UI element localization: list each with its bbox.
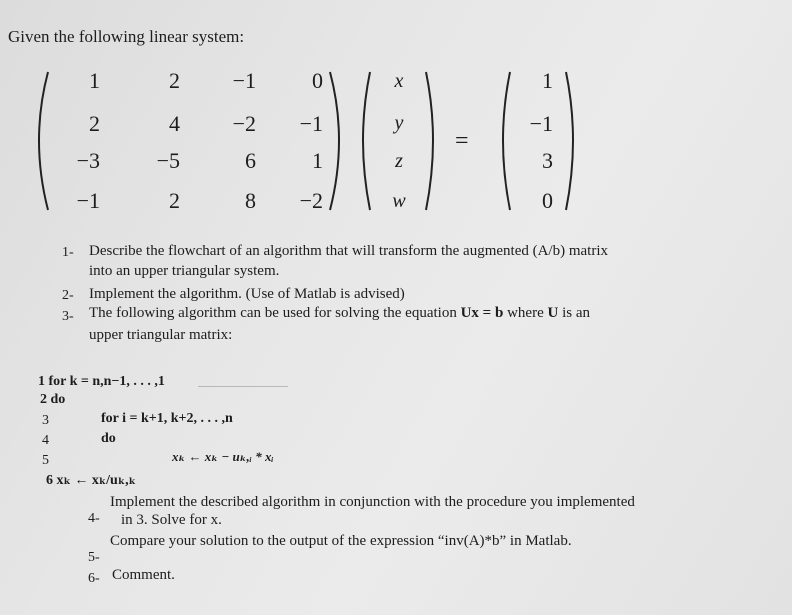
question-text: Implement the algorithm. (Use of Matlab is advised) <box>89 286 405 302</box>
question-text: Implement the described algorithm in conjunction with the procedure you implemented <box>110 494 635 510</box>
question-text-part: is an <box>562 305 590 321</box>
underline-mark <box>198 386 288 387</box>
vector-b-entry: 3 <box>542 148 553 173</box>
matrix-a-cell: 2 <box>169 68 180 93</box>
algorithm-line-3: for i = k+1, k+2, . . . ,n <box>101 411 233 426</box>
matrix-a-cell: 1 <box>89 68 100 93</box>
matrix-a-cell: 2 <box>89 111 100 136</box>
problem-title: Given the following linear system: <box>8 27 245 46</box>
question-number: 4- <box>88 511 100 526</box>
question-text: upper triangular matrix: <box>89 327 233 343</box>
vector-x-entry: x <box>394 70 404 92</box>
vector-b-entry: 0 <box>542 188 553 213</box>
algorithm-line-number: 3 <box>42 413 49 428</box>
question-text-part: The following algorithm can be used for solving the equation <box>89 305 457 321</box>
question-text: into an upper triangular system. <box>89 263 280 279</box>
algorithm-line-1: 1 for k = n,n−1, . . . ,1 <box>38 374 165 389</box>
question-number: 6- <box>88 571 100 586</box>
equation-ux-b: Ux = b <box>460 305 504 321</box>
vector-b-entry: 1 <box>542 68 553 93</box>
matrix-a-cell: −3 <box>76 148 100 173</box>
vector-x-entry: y <box>394 112 404 134</box>
matrix-a-cell: 0 <box>312 68 323 93</box>
matrix-a-cell: 6 <box>245 148 256 173</box>
vector-b-entry: −1 <box>529 111 553 136</box>
matrix-a-cell: 4 <box>169 111 180 136</box>
matrix-a-cell: −1 <box>232 68 256 93</box>
algorithm-line-number: 5 <box>42 453 49 468</box>
question-number: 3- <box>62 309 74 324</box>
algorithm-line-2: 2 do <box>40 392 66 407</box>
matrix-a-cell: −5 <box>156 148 180 173</box>
matrix-a-cell: −1 <box>299 111 323 136</box>
question-number: 1- <box>62 245 74 260</box>
question-text <box>89 305 590 322</box>
algorithm-line-4: do <box>101 431 116 446</box>
question-text: Compare your solution to the output of the expression “inv(A)*b” in Matlab. <box>110 533 572 549</box>
question-text-part: where <box>507 305 544 321</box>
matrix-a-cell: 8 <box>245 188 256 213</box>
matrix-u-symbol: U <box>547 305 559 321</box>
vector-x-entry: w <box>392 190 406 212</box>
algorithm-line-number: 4 <box>42 433 49 448</box>
equals-sign: = <box>455 128 469 154</box>
vector-x-entry: z <box>395 150 403 172</box>
matrix-a-cell: 2 <box>169 188 180 213</box>
question-text: in 3. Solve for x. <box>121 512 222 528</box>
matrix-a-cell: −2 <box>232 111 256 136</box>
matrix-a-cell: −1 <box>76 188 100 213</box>
algorithm-line-6: 6 xₖ ← xₖ/uₖ,ₖ <box>46 473 136 488</box>
question-number: 2- <box>62 288 74 303</box>
question-text: Comment. <box>112 567 175 583</box>
matrix-a-cell: 1 <box>312 148 323 173</box>
matrix-a-cell: −2 <box>299 188 323 213</box>
question-number: 5- <box>88 550 100 565</box>
question-text: Describe the flowchart of an algorithm that will transform the augmented (A/b) matrix <box>89 243 609 259</box>
algorithm-line-5: xₖ ← xₖ − uₖ,ᵢ * xᵢ <box>172 449 274 464</box>
